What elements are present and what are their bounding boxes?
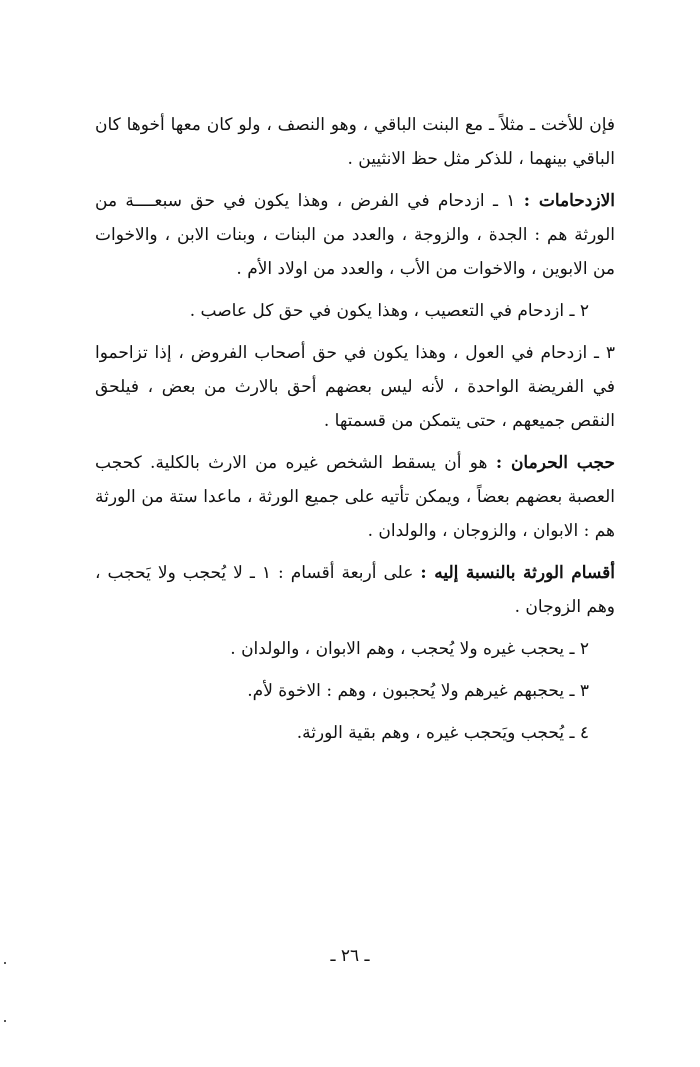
list-item-text: ٣ ـ يحجبهم غيرهم ولا يُحجبون ، وهم : الاخوة لأم.: [247, 681, 589, 701]
paragraph-text: ٢ ـ ازدحام في التعصيب ، وهذا يكون في حق كل عاصب .: [189, 301, 589, 321]
paragraph-text: على أربعة أقسام : ١ ـ لا يُحجب ولا يَحجب ، وهم الزوجان .: [95, 563, 615, 617]
scan-mark: [4, 962, 6, 964]
list-item: [95, 674, 615, 708]
page-number: ـ ٢٦ ـ: [330, 946, 370, 966]
paragraph-text: ١ ـ ازدحام في الفرض ، وهذا يكون في حق سبعــــة من الورثة هم : الجدة ، والزوجة ، والعدد من البنات ، وبنات الابن ، والاخوات من الابوين ، والاخوات من الأب ، والعدد من اولاد الأم .: [95, 191, 615, 279]
paragraph-tasib: [95, 294, 615, 328]
paragraph-aqsam: [95, 556, 615, 624]
section-heading: أقسام الورثة بالنسبة إليه :: [420, 563, 616, 583]
scan-mark: [4, 1020, 6, 1022]
paragraph-text: فإن للأخت ـ مثلاً ـ مع البنت الباقي ، وهو النصف ، ولو كان معها أخوها كان الباقي بينهما ، للذكر مثل حظ الانثيين .: [95, 115, 615, 169]
list-item: [95, 632, 615, 666]
section-heading: حجب الحرمان :: [495, 453, 615, 473]
paragraph-intro: [95, 108, 615, 176]
body-text: [95, 108, 615, 758]
paragraph-hajb-hirman: [95, 446, 615, 548]
list-item-text: ٢ ـ يحجب غيره ولا يُحجب ، وهم الابوان ، والولدان .: [230, 639, 589, 659]
paragraph-text: ٣ ـ ازدحام في العول ، وهذا يكون في حق أصحاب الفروض ، إذا تزاحموا في الفريضة الواحدة ، لأنه ليس بعضهم أحق بالارث من بعض ، فيلحق النقص جميعهم ، حتى يتمكن من قسمتها .: [95, 343, 615, 431]
list-item: [95, 716, 615, 750]
paragraph-izdihamat: [95, 184, 615, 286]
paragraph-awl: [95, 336, 615, 438]
list-item-text: ٤ ـ يُحجب ويَحجب غيره ، وهم بقية الورثة.: [296, 723, 589, 743]
section-heading: الازدحامات :: [523, 191, 616, 211]
paragraph-text: هو أن يسقط الشخص غيره من الارث بالكلية. كحجب العصبة بعضهم بعضاً ، ويمكن تأتيه على جميع الورثة ، ماعدا ستة من الورثة هم : الابوان ، والزوجان ، والولدان .: [95, 453, 615, 541]
